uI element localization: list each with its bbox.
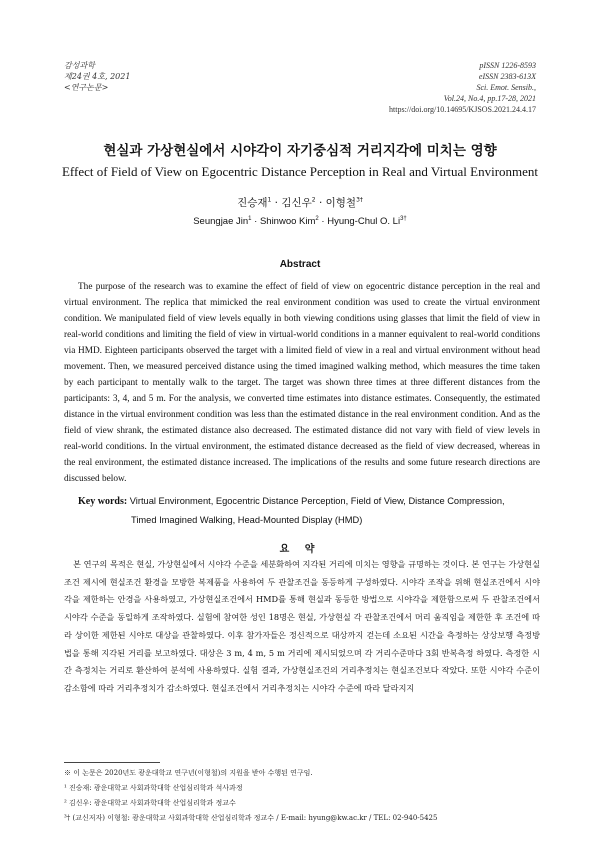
article-type: <연구논문> [64,83,109,92]
author-name: Seungjae Jin [193,216,249,227]
author-name: 진승재 [237,197,268,209]
keywords-line-2: Timed Imagined Walking, Head-Mounted Display (HMD) [131,515,363,525]
author-affiliation-mark: 1 [267,196,272,204]
keywords-block [78,492,540,529]
authors-english [0,216,600,227]
pissn: pISSN 1226-8593 [479,61,536,70]
author-affiliation-mark: 3† [356,196,363,204]
korean-abstract-heading: 요 약 [279,544,321,555]
paper-title-english: Effect of Field of View on Egocentric Distance Perception in Real and Virtual Environment [61,164,539,179]
author-separator: · [318,216,328,227]
footnote-funding: ※ 이 논문은 2020년도 광운대학교 연구년(이형철)의 지원을 받아 수행된 연구임. [64,769,313,777]
author-name: Shinwoo Kim [259,216,316,227]
footnote-author-2: ² 김신우: 광운대학교 사회과학대학 산업심리학과 정교수 [64,799,236,807]
author-name: 이형철 [325,197,357,209]
author-affiliation-mark: 2 [311,196,316,204]
abstract-body: The purpose of the research was to examine the effect of field of view on egocentric distance perception in the real and virtual environment. The replica that mimicked the real environment condition was used to create the virtual environment condition. We manipulated field of view levels equally in both viewing conditions using glasses that limit the field of view in real-world conditions and limiting the field of view in virtual-world conditions in a manner equivalent to real-world conditions via HMD. Eighteen participants observed the target with a limited field of view in a real and virtual environment without head movement. Then, we measured perceived distance using the timed imagined walking method, which measures the time taken by each participant to mentally walk to the target. The target was shown three times at three different distances from the participants: 3, 4, and 5 m. For the analysis, we converted time estimates into distance estimates. Consequently, the estimated distance in the virtual environment condition was less than the estimated distance in the real environment condition. And as the field of view shrank, the estimated distance also decreased. The estimated distance did not vary with field of view levels in real-world conditions. In the virtual environment, the estimated distance decreased as the field of view decreased, whereas in the real environment, the estimated distance increased. The implications of the results and some future research directions are discussed below. [64,282,540,484]
korean-abstract-body: 본 연구의 목적은 현실, 가상현실에서 시야각 수준을 세분화하여 지각된 거리에 미치는 영향을 규명하는 것이다. 본 연구는 가상현실조건 제시에 현실조건 환경을 모방한 복제품을 사용하여 두 관찰조건을 동등하게 구성하였다. 시야각 조작을 위해 현실조건에서 시야각을 제한하는 안경을 사용하였고, 가상현실조건에서 HMD를 통해 현실과 동등한 방법으로 시야각을 제한함으로써 두 관찰조건에서 시야각 수준을 동일하게 조작하였다. 실험에 참여한 성인 18명은 현실, 가상현실 각 관찰조건에서 머리 움직임을 제한한 후 조건에 따라 상이한 제한된 시야로 대상을 관찰하였다. 이후 참가자들은 정신적으로 대상까지 걷는데 소요된 시간을 측정하는 상상보행 측정방법을 통해 지각된 거리를 보고하였다. 대상은 3 m, 4 m, 5 m 거리에 제시되었으며 각 거리수준마다 3회 반복측정 하였다. 측정한 시간 측정치는 거리로 환산하여 분석에 사용하였다. 실험 결과, 가상현실조건의 거리추정치는 현실조건보다 작았다. 또한 시야각 수준이 감소함에 따라 거리추정치가 감소하였다. 현실조건에서 거리추정치는 시야각 수준에 따라 달라지지 [64,559,540,693]
abstract-heading: Abstract [279,259,321,270]
eissn: eISSN 2383-613X [478,72,536,81]
author-separator: · [315,197,326,209]
author-affiliation-mark: 2 [315,215,319,222]
keywords-label: Key words: [78,496,128,507]
journal-abbreviation: Sci. Emot. Sensib., [476,83,536,92]
author-name: Hyung-Chul O. Li [327,216,401,227]
footnote-author-1: ¹ 진승재: 광운대학교 사회과학대학 산업심리학과 석사과정 [64,784,243,792]
journal-volume: 제24권 4호, 2021 [64,72,131,81]
footnote-corresponding-author: ³† (교신저자) 이형철: 광운대학교 사회과학대학 산업심리학과 정교수 / E-mail: hyung@kw.ac.kr / TEL: 02-940-5425 [64,814,438,822]
journal-name: 감성과학 [64,61,95,70]
footnotes [64,768,540,828]
authors-korean [0,195,600,210]
author-affiliation-mark: 3† [400,215,407,222]
doi-link[interactable]: https://doi.org/10.14695/KJSOS.2021.24.4.17 [389,105,536,114]
paper-title-korean: 현실과 가상현실에서 시야각이 자기중심적 거리지각에 미치는 영향 [103,143,497,159]
author-separator: · [251,216,260,227]
keywords-line-1: Virtual Environment, Egocentric Distance Perception, Field of View, Distance Compression, [129,496,505,506]
author-separator: · [271,197,282,209]
journal-header-left [64,60,130,93]
author-affiliation-mark: 1 [248,215,252,222]
journal-header-right [389,60,536,115]
footnote-divider [64,762,160,763]
volume-pages: Vol.24, No.4, pp.17-28, 2021 [443,94,536,103]
author-name: 김신우 [281,197,312,209]
